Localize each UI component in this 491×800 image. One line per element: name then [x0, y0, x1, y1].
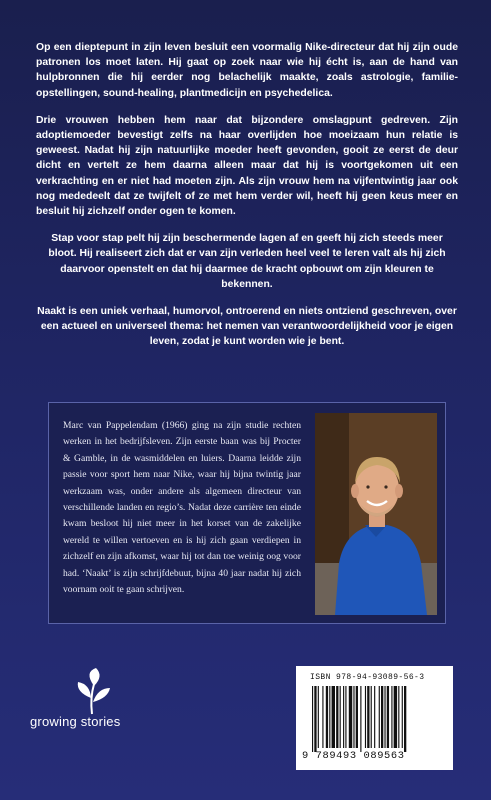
barcode-stripe: [340, 686, 341, 748]
barcode-stripe: [394, 686, 397, 748]
barcode-stripe: [365, 686, 366, 748]
barcode-stripe: [353, 686, 354, 748]
barcode-stripe: [374, 686, 375, 748]
publisher-name: growing stories: [30, 714, 121, 729]
barcode-stripe: [379, 686, 380, 748]
isbn-barcode: [296, 666, 453, 770]
blurb-paragraph-1: Op een dieptepunt in zijn leven besluit een voormalig Nike-directeur dat hij zijn oude patronen los moet laten. Hij gaat op zoek naar wie hij écht is, aan de hand van hulpbronnen die hij eerder nog belachelijk maakte, zoals astrologie, familie-opstellingen, sound-healing, plantmedicijn en psychedelica.: [36, 42, 458, 99]
barcode-stripe: [329, 686, 330, 748]
barcode-stripe: [384, 686, 385, 748]
barcode-stripe: [391, 686, 392, 748]
barcode-stripe: [326, 686, 328, 748]
publisher-logo: [30, 668, 170, 740]
author-photo: [315, 413, 437, 615]
author-bio-text: Marc van Pappelendam (1966) ging na zijn studie rechten werken in het bedrijfsleven. Zijn eerste baan was bij Procter & Gamble, in de wasmiddelen en luiers. Daarna leidde zijn passie voor sport hem naar Nike, waar hij bijna twintig jaar werkzaam was, onder andere als algemeen directeur van verschillende landen en regio’s. Nadat deze carrière ten einde kwam besloot hij niet meer in het korset van de zakelijke wereld te willen vertoeven en is hij zich gaan verdiepen in zichzelf en zijn afkomst, waar hij tot dan toe weinig oog voor had. ‘Naakt’ is zijn schrijfdebuut, bijna 40 jaar nadat hij zich voornam ooit te gaan schrijven.: [63, 420, 301, 596]
sprout-icon: [30, 668, 170, 716]
barcode-stripe: [336, 686, 338, 748]
barcode-stripe: [371, 686, 372, 748]
back-cover-blurb: [36, 40, 458, 362]
barcode-stripe: [318, 686, 319, 748]
barcode-stripe: [343, 686, 344, 748]
blurb-paragraph-3: Stap voor stap pelt hij zijn beschermende lagen af en geeft hij zich steeds meer bloot. Hij realiseert zich dat er van zijn verleden heel veel te leren valt als hij zich daarvoor openstelt en dat hij daarmee de kracht opbouwt om zijn kleuren te bekennen.: [48, 233, 446, 290]
barcode-number: 9 789493 089563: [302, 750, 405, 762]
author-portrait-image: [315, 413, 437, 615]
barcode-stripe: [312, 686, 313, 752]
barcode-stripe: [314, 686, 316, 752]
barcode-stripe: [345, 686, 346, 748]
barcode-stripe: [387, 686, 389, 748]
barcode-stripe: [332, 686, 335, 748]
barcode-stripe: [356, 686, 358, 748]
barcode-stripe: [398, 686, 399, 748]
blurb-paragraph-2: Drie vrouwen hebben hem naar dat bijzondere omslagpunt gedreven. Zijn adoptiemoeder bevestigt zelfs na haar overlijden hoe moeizaam hun relatie is geweest. Nadat hij zijn natuurlijke moeder heeft gevonden, gooit ze eerst de deur dicht en vertelt ze hem daarna alleen maar dat hij is voortgekomen uit een verkrachting en er niet had moeten zijn. Als zijn vrouw hem na vijfentwintig jaar ook nog mededeelt dat ze twijfelt of ze met hem verder wil, heeft hij geen keus meer en besluit hij zichzelf onder ogen te komen.: [36, 114, 458, 218]
barcode-stripe: [381, 686, 383, 748]
barcode-stripe: [360, 686, 361, 752]
blurb-paragraph-4: Naakt is een uniek verhaal, humorvol, ontroerend en niets ontziend geschreven, over een actueel en universeel thema: het nemen van verantwoordelijkheid voor je eigen leven, zodat je kunt worden wie je bent.: [37, 306, 457, 348]
barcode-stripe: [367, 686, 369, 748]
barcode-stripe: [322, 686, 323, 748]
barcode-stripe: [349, 686, 352, 748]
barcode-stripe: [404, 686, 406, 752]
isbn-label: ISBN 978-94-93089-56-3: [310, 673, 425, 682]
author-bio-box: [48, 402, 446, 624]
barcode-stripe: [402, 686, 403, 748]
